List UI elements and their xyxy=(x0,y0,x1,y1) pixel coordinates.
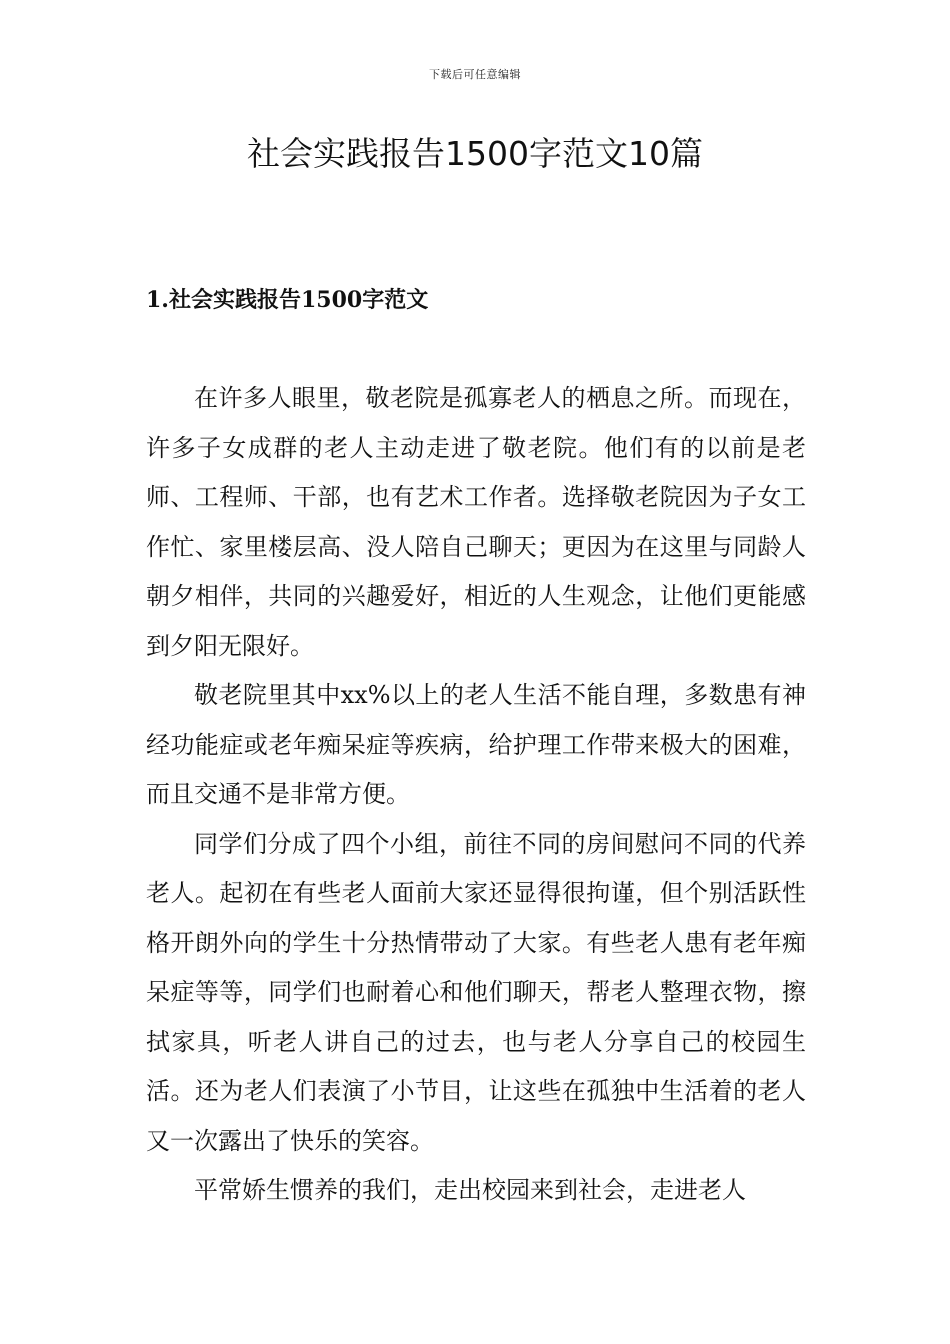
section-heading: 1.社会实践报告1500字范文 xyxy=(146,287,429,313)
paragraph: 在许多人眼里，敬老院是孤寡老人的栖息之所。而现在，许多子女成群的老人主动走进了敬老院。他们有的以前是老师、工程师、干部，也有艺术工作者。选择敬老院因为子女工作忙、家里楼层高、没人陪自己聊天；更因为在这里与同龄人朝夕相伴，共同的兴趣爱好，相近的人生观念，让他们更能感到夕阳无限好。 xyxy=(146,384,806,660)
body-text xyxy=(146,374,806,1216)
paragraph: 敬老院里其中xx%以上的老人生活不能自理，多数患有神经功能症或老年痴呆症等疾病，给护理工作带来极大的困难，而且交通不是非常方便。 xyxy=(146,681,806,808)
header-note: 下载后可任意编辑 xyxy=(429,68,521,81)
paragraph: 同学们分成了四个小组，前往不同的房间慰问不同的代养老人。起初在有些老人面前大家还显得很拘谨，但个别活跃性格开朗外向的学生十分热情带动了大家。有些老人患有老年痴呆症等等，同学们也耐着心和他们聊天，帮老人整理衣物，擦拭家具，听老人讲自己的过去，也与老人分享自己的校园生活。还为老人们表演了小节目，让这些在孤独中生活着的老人又一次露出了快乐的笑容。 xyxy=(146,829,806,1155)
document-title: 社会实践报告1500字范文10篇 xyxy=(247,134,703,173)
paragraph: 平常娇生惯养的我们，走出校园来到社会，走进老人 xyxy=(194,1176,746,1204)
